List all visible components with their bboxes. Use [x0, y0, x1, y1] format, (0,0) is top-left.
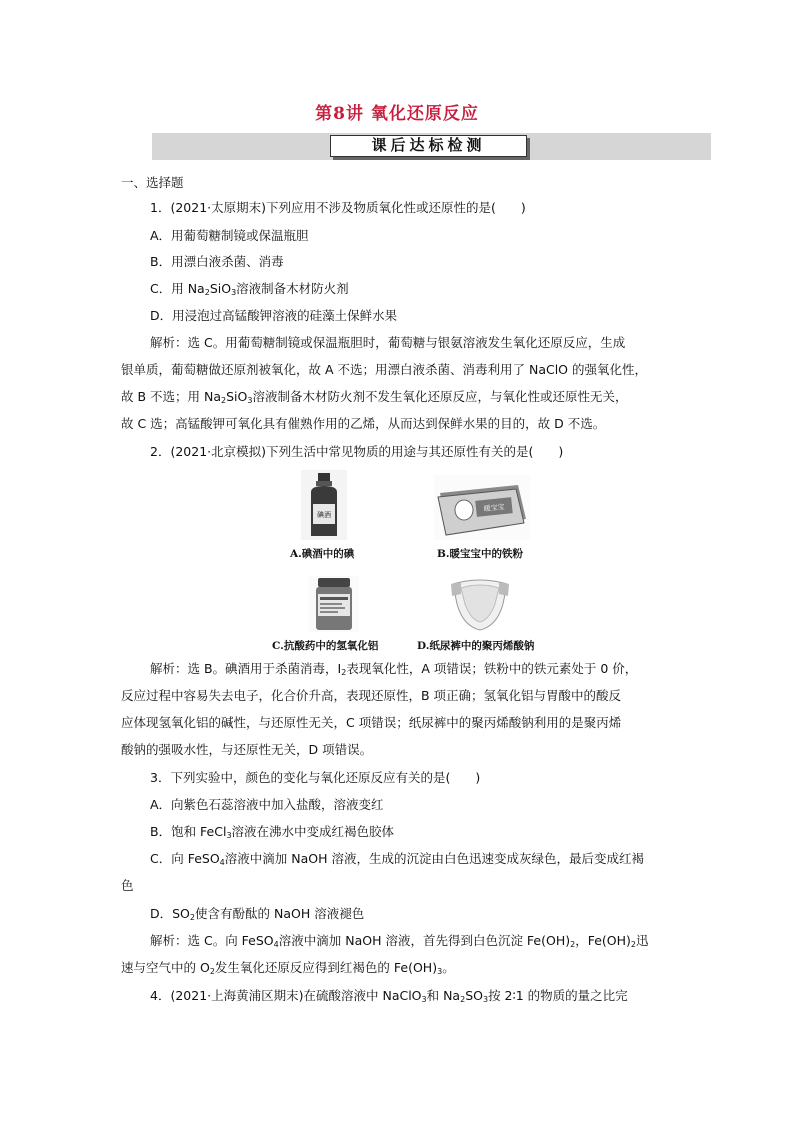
- antacid-jar-image: [309, 576, 359, 632]
- q2-answer-line: 解析：选 B。碘酒用于杀菌消毒，$I_2$表现氧化性，A 项错误；铁粉中的铁元素处于 0 价，: [150, 661, 638, 677]
- section-banner: [152, 133, 711, 160]
- caption-d: D.纸尿裤中的聚丙烯酸钠: [417, 640, 535, 652]
- q3-option-c: C．向 FeSO$_4$溶液中滴加 NaOH 溶液，生成的沉淀由白色迅速变成灰绿色，最后变成红褐: [150, 851, 644, 867]
- section-heading: 一、选择题: [121, 175, 184, 190]
- q3-answer-line: 解析：选 C。向 FeSO$_4$溶液中滴加 NaOH 溶液，首先得到白色沉淀 $Fe(OH)_2$，$Fe(OH)_2$迅: [150, 933, 649, 949]
- q2-answer-line: 应体现氢氧化铝的碱性，与还原性无关，C 项错误；纸尿裤中的聚丙烯酸钠利用的是聚丙烯: [121, 715, 622, 730]
- q1-option-d: D．用浸泡过高锰酸钾溶液的硅藻土保鲜水果: [150, 308, 398, 323]
- banner-label: 课后达标检测: [330, 135, 527, 157]
- q2-answer-line: 酸钠的强吸水性，与还原性无关，D 项错误。: [121, 742, 373, 757]
- q3-option-d: D．$SO_2$使含有酚酞的 NaOH 溶液褪色: [150, 906, 365, 922]
- q4-stem: 4．(2021·上海黄浦区期末)在硫酸溶液中 NaClO$_3$和 $Na_2SO_3$按 2∶1 的物质的量之比完: [150, 988, 628, 1004]
- q2-answer-line: 反应过程中容易失去电子，化合价升高，表现还原性，B 项正确；氢氧化铝与胃酸中的酸反: [121, 688, 622, 703]
- q3-option-b: B．饱和 FeCl$_3$溶液在沸水中变成红褐色胶体: [150, 824, 395, 840]
- pack-label: 暖宝宝: [483, 502, 505, 514]
- q3-option-a: A．向紫色石蕊溶液中加入盐酸，溶液变红: [150, 797, 384, 812]
- caption-b: B.暖宝宝中的铁粉: [437, 548, 524, 560]
- q3-option-c-cont: 色: [121, 878, 134, 893]
- iodine-bottle-image: [301, 470, 347, 540]
- q1-option-b: B．用漂白液杀菌、消毒: [150, 254, 284, 269]
- page-title: 第8讲 氧化还原反应: [315, 104, 479, 124]
- caption-c: C.抗酸药中的氢氧化铝: [272, 640, 379, 652]
- warm-patch-image: [434, 475, 530, 540]
- q1-answer-line: 银单质，葡萄糖做还原剂被氧化，故 A 不选；用漂白液杀菌、消毒利用了 NaClO 的强氧化性，: [121, 362, 647, 377]
- q1-answer-line: 故 B 不选；用 $Na_2SiO_3$溶液制备木材防火剂不发生氧化还原反应，与氧化性或还原性无关，: [121, 389, 628, 405]
- q2-stem: 2．(2021·北京模拟)下列生活中常见物质的用途与其还原性有关的是( ): [150, 444, 564, 459]
- bottle-label: 碘酒: [317, 511, 331, 519]
- q1-option-a: A．用葡萄糖制镜或保温瓶胆: [150, 228, 309, 243]
- q1-stem: 1．(2021·太原期末)下列应用不涉及物质氧化性或还原性的是( ): [150, 200, 526, 215]
- q3-stem: 3．下列实验中，颜色的变化与氧化还原反应有关的是( ): [150, 770, 481, 785]
- q1-answer-line: 解析：选 C。用葡萄糖制镜或保温瓶胆时，葡萄糖与银氨溶液发生氧化还原反应，生成: [150, 335, 626, 350]
- caption-a: A.碘酒中的碘: [290, 548, 355, 560]
- q3-answer-line: 速与空气中的 $O_2$发生氧化还原反应得到红褐色的 $Fe(OH)_3$。: [121, 960, 455, 976]
- q1-answer-line: 故 C 选；高锰酸钾可氧化具有催熟作用的乙烯，从而达到保鲜水果的目的，故 D 不选。: [121, 416, 606, 431]
- diaper-image: [449, 574, 511, 634]
- q1-option-c: C．用 $Na_2SiO_3$溶液制备木材防火剂: [150, 281, 349, 297]
